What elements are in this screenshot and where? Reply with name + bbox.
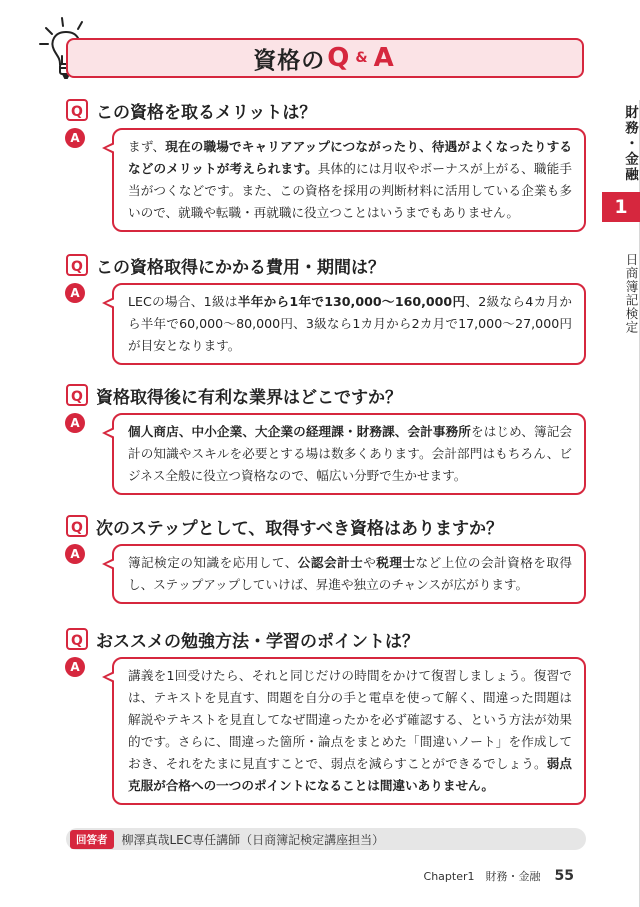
q-badge: Q — [66, 99, 88, 121]
side-chapter-number: 1 — [602, 192, 640, 222]
respondent-name: 柳澤真哉LEC専任講師（日商簿記検定講座担当） — [121, 832, 385, 847]
page-footer — [424, 868, 574, 884]
page-number: 55 — [554, 868, 574, 884]
side-subject: 日商簿記検定 — [624, 252, 639, 334]
respondent-label: 回答者 — [70, 830, 114, 849]
a-badge: A — [65, 413, 85, 433]
answer-text: 講義を1回受けたら、それと同じだけの時間をかけて復習しましょう。復習では、テキストを見直す、問題を自分の手と電卓を使って解く、間違った問題は解説やテキストを見直してなぜ間違ったかを必ず確認する、という方法が効果的です。さらに、間違った箇所・論点をまとめた「間違いノート」を作成しておき、それをたまに見直すことで、弱点を減らすことができるでしょう。弱点克服が合格への一つのポイントになることは間違いありません。 — [128, 668, 572, 793]
answer-box — [112, 283, 586, 365]
a-badge: A — [65, 283, 85, 303]
qa-block-3 — [66, 383, 586, 495]
footer-chapter: Chapter1 財務・金融 — [423, 870, 541, 883]
answer-text: まず、現在の職場でキャリアアップにつながったり、待遇がよくなったりするなどのメリットが考えられます。具体的には月収やボーナスが上がる、職能手当がつくなどです。また、この資格を採用の判断材料に活用している企業も多いので、就職や転職・再就職に役立つことはいうまでもありません。 — [128, 139, 572, 220]
q-badge: Q — [66, 254, 88, 276]
a-badge: A — [65, 657, 85, 677]
answer-box — [112, 544, 586, 604]
answer-box — [112, 128, 586, 232]
answer-box — [112, 657, 586, 805]
answer-box — [112, 413, 586, 495]
q-badge: Q — [66, 515, 88, 537]
title-prefix: 資格の — [253, 47, 326, 74]
question-text: この資格取得にかかる費用・期間は？ — [96, 257, 385, 278]
answer-text: LECの場合、1級は半年から1年で130,000〜160,000円、2級なら4カ月から半年で60,000〜80,000円、3級なら1カ月から2カ月で17,000〜27,000円が目安となります。 — [128, 294, 573, 353]
question-text: この資格を取るメリットは？ — [96, 102, 317, 123]
question-text: おススメの勉強方法・学習のポイントは？ — [96, 631, 419, 652]
title-q: Q — [327, 43, 351, 73]
qa-block-5 — [66, 627, 586, 805]
respondent-bar — [66, 828, 586, 850]
page-title — [68, 40, 582, 76]
answer-text: 簿記検定の知識を応用して、公認会計士や税理士など上位の会計資格を取得し、ステップアップしていけば、昇進や独立のチャンスが広がります。 — [128, 555, 573, 592]
a-badge: A — [65, 544, 85, 564]
q-badge: Q — [66, 384, 88, 406]
qa-block-4 — [66, 514, 586, 604]
title-a: A — [373, 43, 395, 73]
q-badge: Q — [66, 628, 88, 650]
answer-text: 個人商店、中小企業、大企業の経理課・財務課、会計事務所をはじめ、簿記会計の知識やスキルを必要とする場は数多くあります。会計部門はもちろん、ビジネス全般に役立つ資格なので、幅広い分野で生かせます。 — [128, 424, 572, 483]
chapter-side-tab — [602, 100, 640, 360]
page-title-bar — [66, 38, 584, 78]
qa-block-1 — [66, 98, 586, 232]
side-category: 財務・金融 — [622, 105, 638, 183]
title-ampersand: & — [355, 50, 369, 66]
qa-block-2 — [66, 253, 586, 365]
question-text: 資格取得後に有利な業界はどこですか？ — [96, 387, 402, 408]
question-text: 次のステップとして、取得すべき資格はありますか？ — [96, 518, 503, 539]
a-badge: A — [65, 128, 85, 148]
